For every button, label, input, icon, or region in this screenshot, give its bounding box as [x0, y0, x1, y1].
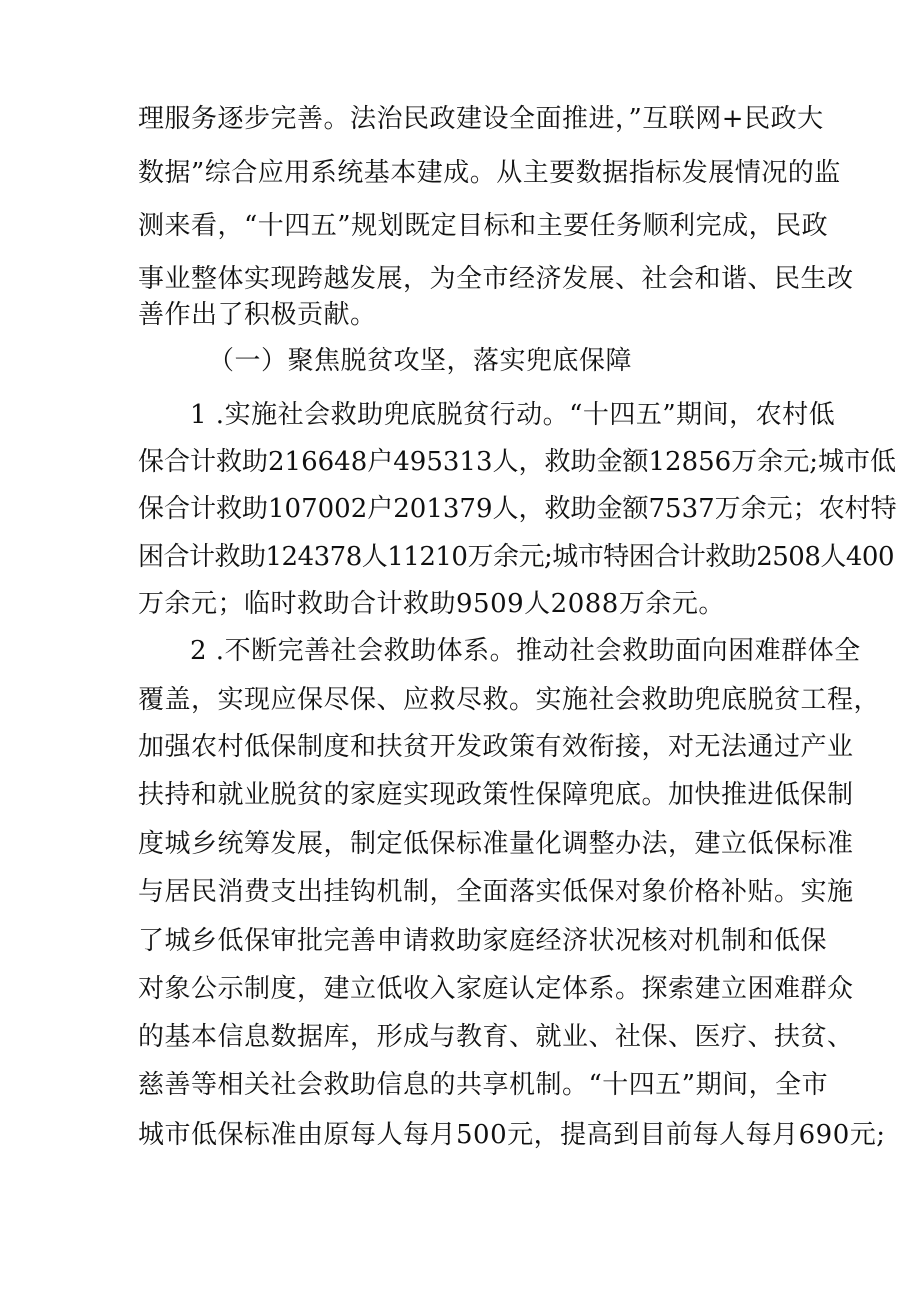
paragraph-line: 对象公示制度，建立低收入家庭认定体系。探索建立困难群众: [138, 974, 854, 1004]
paragraph-line: 保合计救助216648户495313人，救助金额12856万余元;城市低: [138, 447, 896, 477]
paragraph-line: 覆盖，实现应保尽保、应救尽救。实施社会救助兜底脱贫工程，: [138, 685, 881, 715]
paragraph-line: 善作出了积极贡献。: [138, 300, 377, 330]
paragraph-line: 测来看，“十四五”规划既定目标和主要任务顺利完成，民政: [138, 211, 829, 241]
paragraph-line: 万余元；临时救助合计救助9509人2088万余元。: [138, 589, 725, 619]
paragraph-line: 的基本信息数据库，形成与教育、就业、社保、医疗、扶贫、: [138, 1022, 854, 1052]
paragraph-line: 事业整体实现跨越发展，为全市经济发展、社会和谐、民生改: [138, 264, 854, 294]
paragraph-line: 与居民消费支出挂钩机制，全面落实低保对象价格补贴。实施: [138, 877, 854, 907]
paragraph-line: 2 .不断完善社会救助体系。推动社会救助面向困难群体全: [190, 636, 861, 666]
paragraph-line: 困合计救助124378人11210万余元;城市特困合计救助2508人400: [138, 542, 895, 572]
paragraph-line: 1 .实施社会救助兜底脱贫行动。“十四五”期间，农村低: [190, 400, 836, 430]
paragraph-line: 慈善等相关社会救助信息的共享机制。“十四五”期间，全市: [138, 1070, 829, 1100]
paragraph-line: 理服务逐步完善。法治民政建设全面推进，”互联网+民政大: [138, 104, 824, 134]
section-heading: （一）聚焦脱贫攻坚，落实兜底保障: [208, 346, 633, 376]
paragraph-line: 扶持和就业脱贫的家庭实现政策性保障兜底。加快推进低保制: [138, 780, 854, 810]
paragraph-line: 了城乡低保审批完善申请救助家庭经济状况核对机制和低保: [138, 926, 828, 956]
paragraph-line: 城市低保标准由原每人每月500元，提高到目前每人每月690元;: [138, 1120, 886, 1150]
paragraph-line: 度城乡统筹发展，制定低保标准量化调整办法，建立低保标准: [138, 829, 854, 859]
paragraph-line: 数据”综合应用系统基本建成。从主要数据指标发展情况的监: [138, 158, 841, 188]
paragraph-line: 加强农村低保制度和扶贫开发政策有效衔接，对无法通过产业: [138, 732, 854, 762]
paragraph-line: 保合计救助107002户201379人，救助金额7537万余元；农村特: [138, 494, 897, 524]
